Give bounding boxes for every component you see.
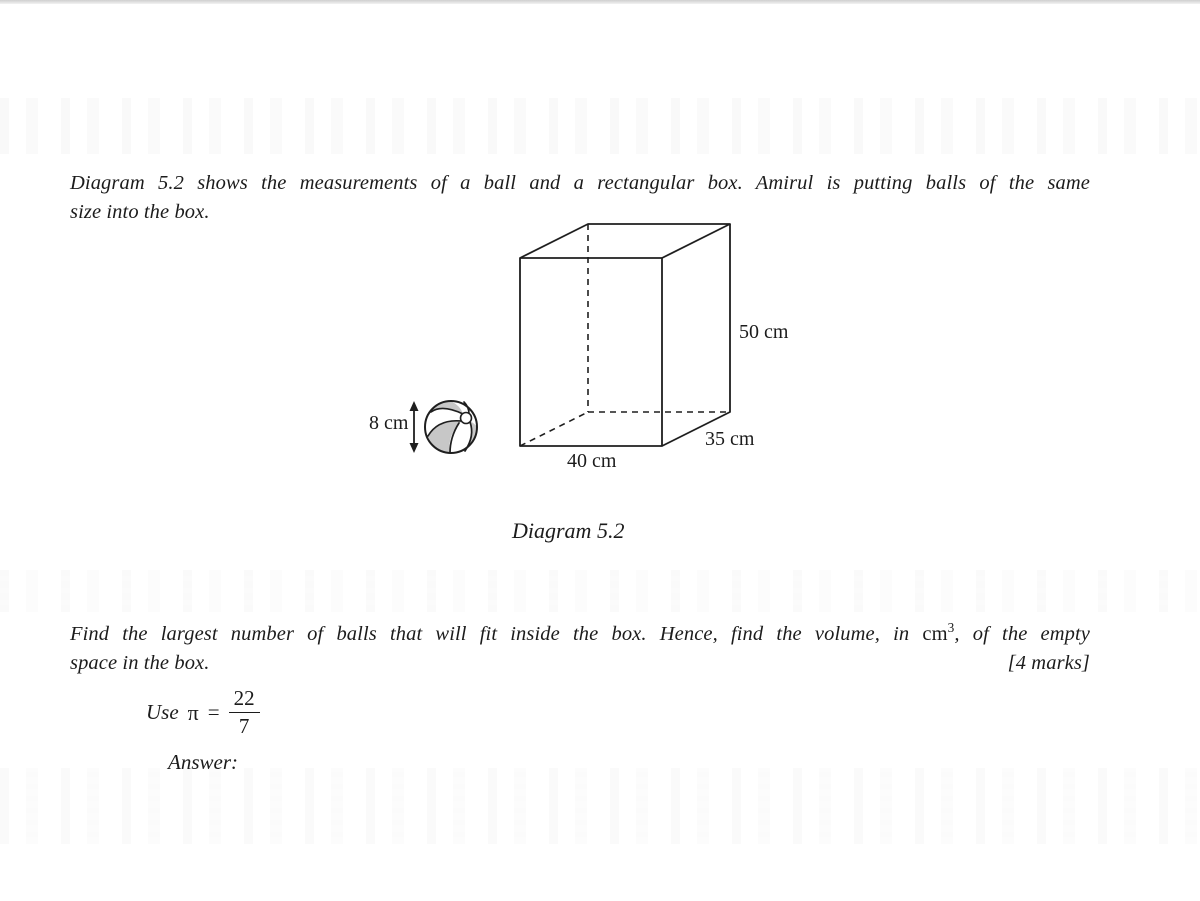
- question-line2-text: space in the box.: [70, 651, 210, 674]
- scan-artifact-band-bottom: [0, 768, 1200, 844]
- box-depth-label: 35 cm: [705, 428, 755, 450]
- box-top-face: [520, 224, 730, 258]
- box-front-face: [520, 258, 662, 446]
- question-text-after-unit: , of the empty: [954, 623, 1090, 645]
- box-height-label: 50 cm: [739, 321, 789, 343]
- scan-edge-artifact: [0, 0, 1200, 4]
- ball-height-arrow: [410, 401, 419, 453]
- intro-line-2: size into the box.: [70, 201, 210, 223]
- diagram-caption: Diagram 5.2: [512, 518, 625, 543]
- question-line-1: [70, 620, 1090, 649]
- box-width-label: 40 cm: [567, 450, 617, 472]
- box-drawing: [520, 224, 730, 446]
- question-line-2: [70, 649, 1090, 678]
- question-text-before-unit: Find the largest number of balls that will fit inside the box. Hence, find the volume, in: [70, 623, 910, 645]
- marks-label: [4 marks]: [1007, 651, 1090, 674]
- ball-diameter-label: 8 cm: [369, 412, 409, 434]
- ball-drawing: [425, 401, 477, 453]
- question-paragraph: [70, 620, 1090, 677]
- scan-artifact-band-middle: [0, 570, 1200, 612]
- pi-formula: [146, 686, 260, 739]
- scan-artifact-band-top: [0, 98, 1200, 154]
- answer-label: Answer:: [168, 750, 238, 774]
- box-right-face: [662, 224, 730, 446]
- volume-unit: [922, 620, 955, 645]
- pi-symbol: π: [187, 699, 199, 725]
- fraction-denominator: 7: [229, 712, 260, 739]
- equals-sign: =: [207, 700, 220, 724]
- unit-exponent: 3: [947, 620, 955, 636]
- pi-fraction: [229, 686, 260, 739]
- ball-pole-circle: [461, 413, 472, 424]
- unit-text: cm: [922, 623, 948, 645]
- intro-line-1: Diagram 5.2 shows the measurements of a ball and a rectangular box. Amirul is putting balls of the same: [70, 172, 1090, 194]
- fraction-numerator: 22: [233, 686, 255, 710]
- use-label: Use: [146, 700, 179, 724]
